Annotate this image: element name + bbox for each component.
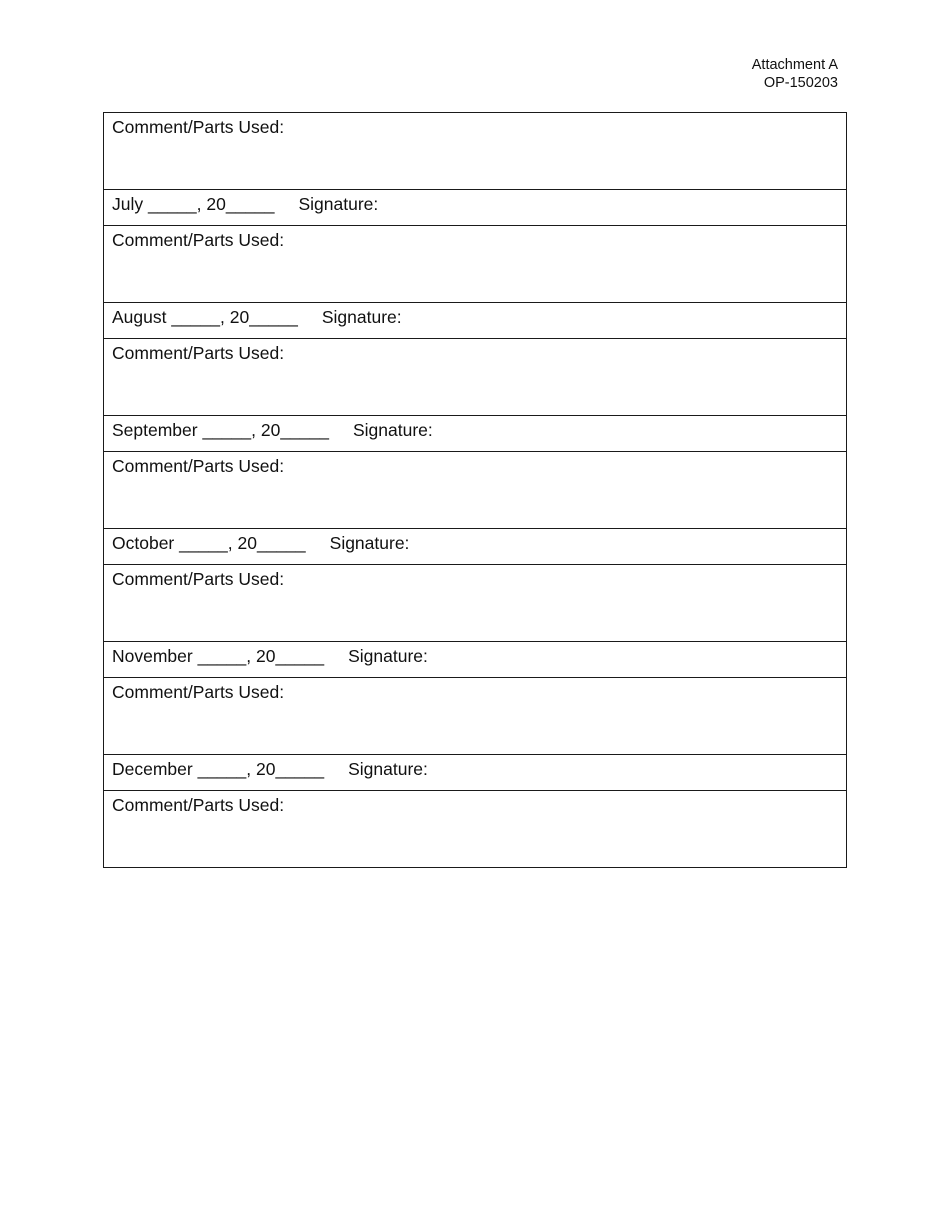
signature-label: Signature: <box>352 420 433 440</box>
comment-label: Comment/Parts Used: <box>112 343 285 363</box>
comment-label: Comment/Parts Used: <box>112 230 285 250</box>
comment-label: Comment/Parts Used: <box>112 569 285 589</box>
comment-row[interactable] <box>104 791 846 867</box>
date-signature-row-november[interactable] <box>104 641 846 678</box>
signature-label: Signature: <box>321 307 402 327</box>
date-field: October _____, 20_____ <box>112 533 306 553</box>
document-number: OP-150203 <box>763 75 838 91</box>
date-signature-row-august[interactable] <box>104 302 846 339</box>
comment-row[interactable] <box>104 226 846 302</box>
comment-row[interactable] <box>104 113 846 189</box>
comment-label: Comment/Parts Used: <box>112 682 285 702</box>
date-field: August _____, 20_____ <box>112 307 298 327</box>
comment-row[interactable] <box>104 339 846 415</box>
date-field: September _____, 20_____ <box>112 420 329 440</box>
date-signature-row-september[interactable] <box>104 415 846 452</box>
date-field: November _____, 20_____ <box>112 646 325 666</box>
comment-row[interactable] <box>104 565 846 641</box>
comment-label: Comment/Parts Used: <box>112 795 285 815</box>
comment-label: Comment/Parts Used: <box>112 456 285 476</box>
signature-label: Signature: <box>348 646 428 666</box>
signature-label: Signature: <box>298 194 379 214</box>
date-field: July _____, 20_____ <box>112 194 275 214</box>
document-header <box>752 56 838 92</box>
date-field: December _____, 20_____ <box>112 759 325 779</box>
date-signature-row-july[interactable] <box>104 189 846 226</box>
comment-row[interactable] <box>104 678 846 754</box>
signature-label: Signature: <box>329 533 410 553</box>
date-signature-row-december[interactable] <box>104 754 846 791</box>
comment-row[interactable] <box>104 452 846 528</box>
date-signature-row-october[interactable] <box>104 528 846 565</box>
comment-label: Comment/Parts Used: <box>112 117 285 137</box>
signature-label: Signature: <box>348 759 428 779</box>
attachment-label: Attachment A <box>751 57 838 73</box>
maintenance-log-table <box>103 112 847 868</box>
